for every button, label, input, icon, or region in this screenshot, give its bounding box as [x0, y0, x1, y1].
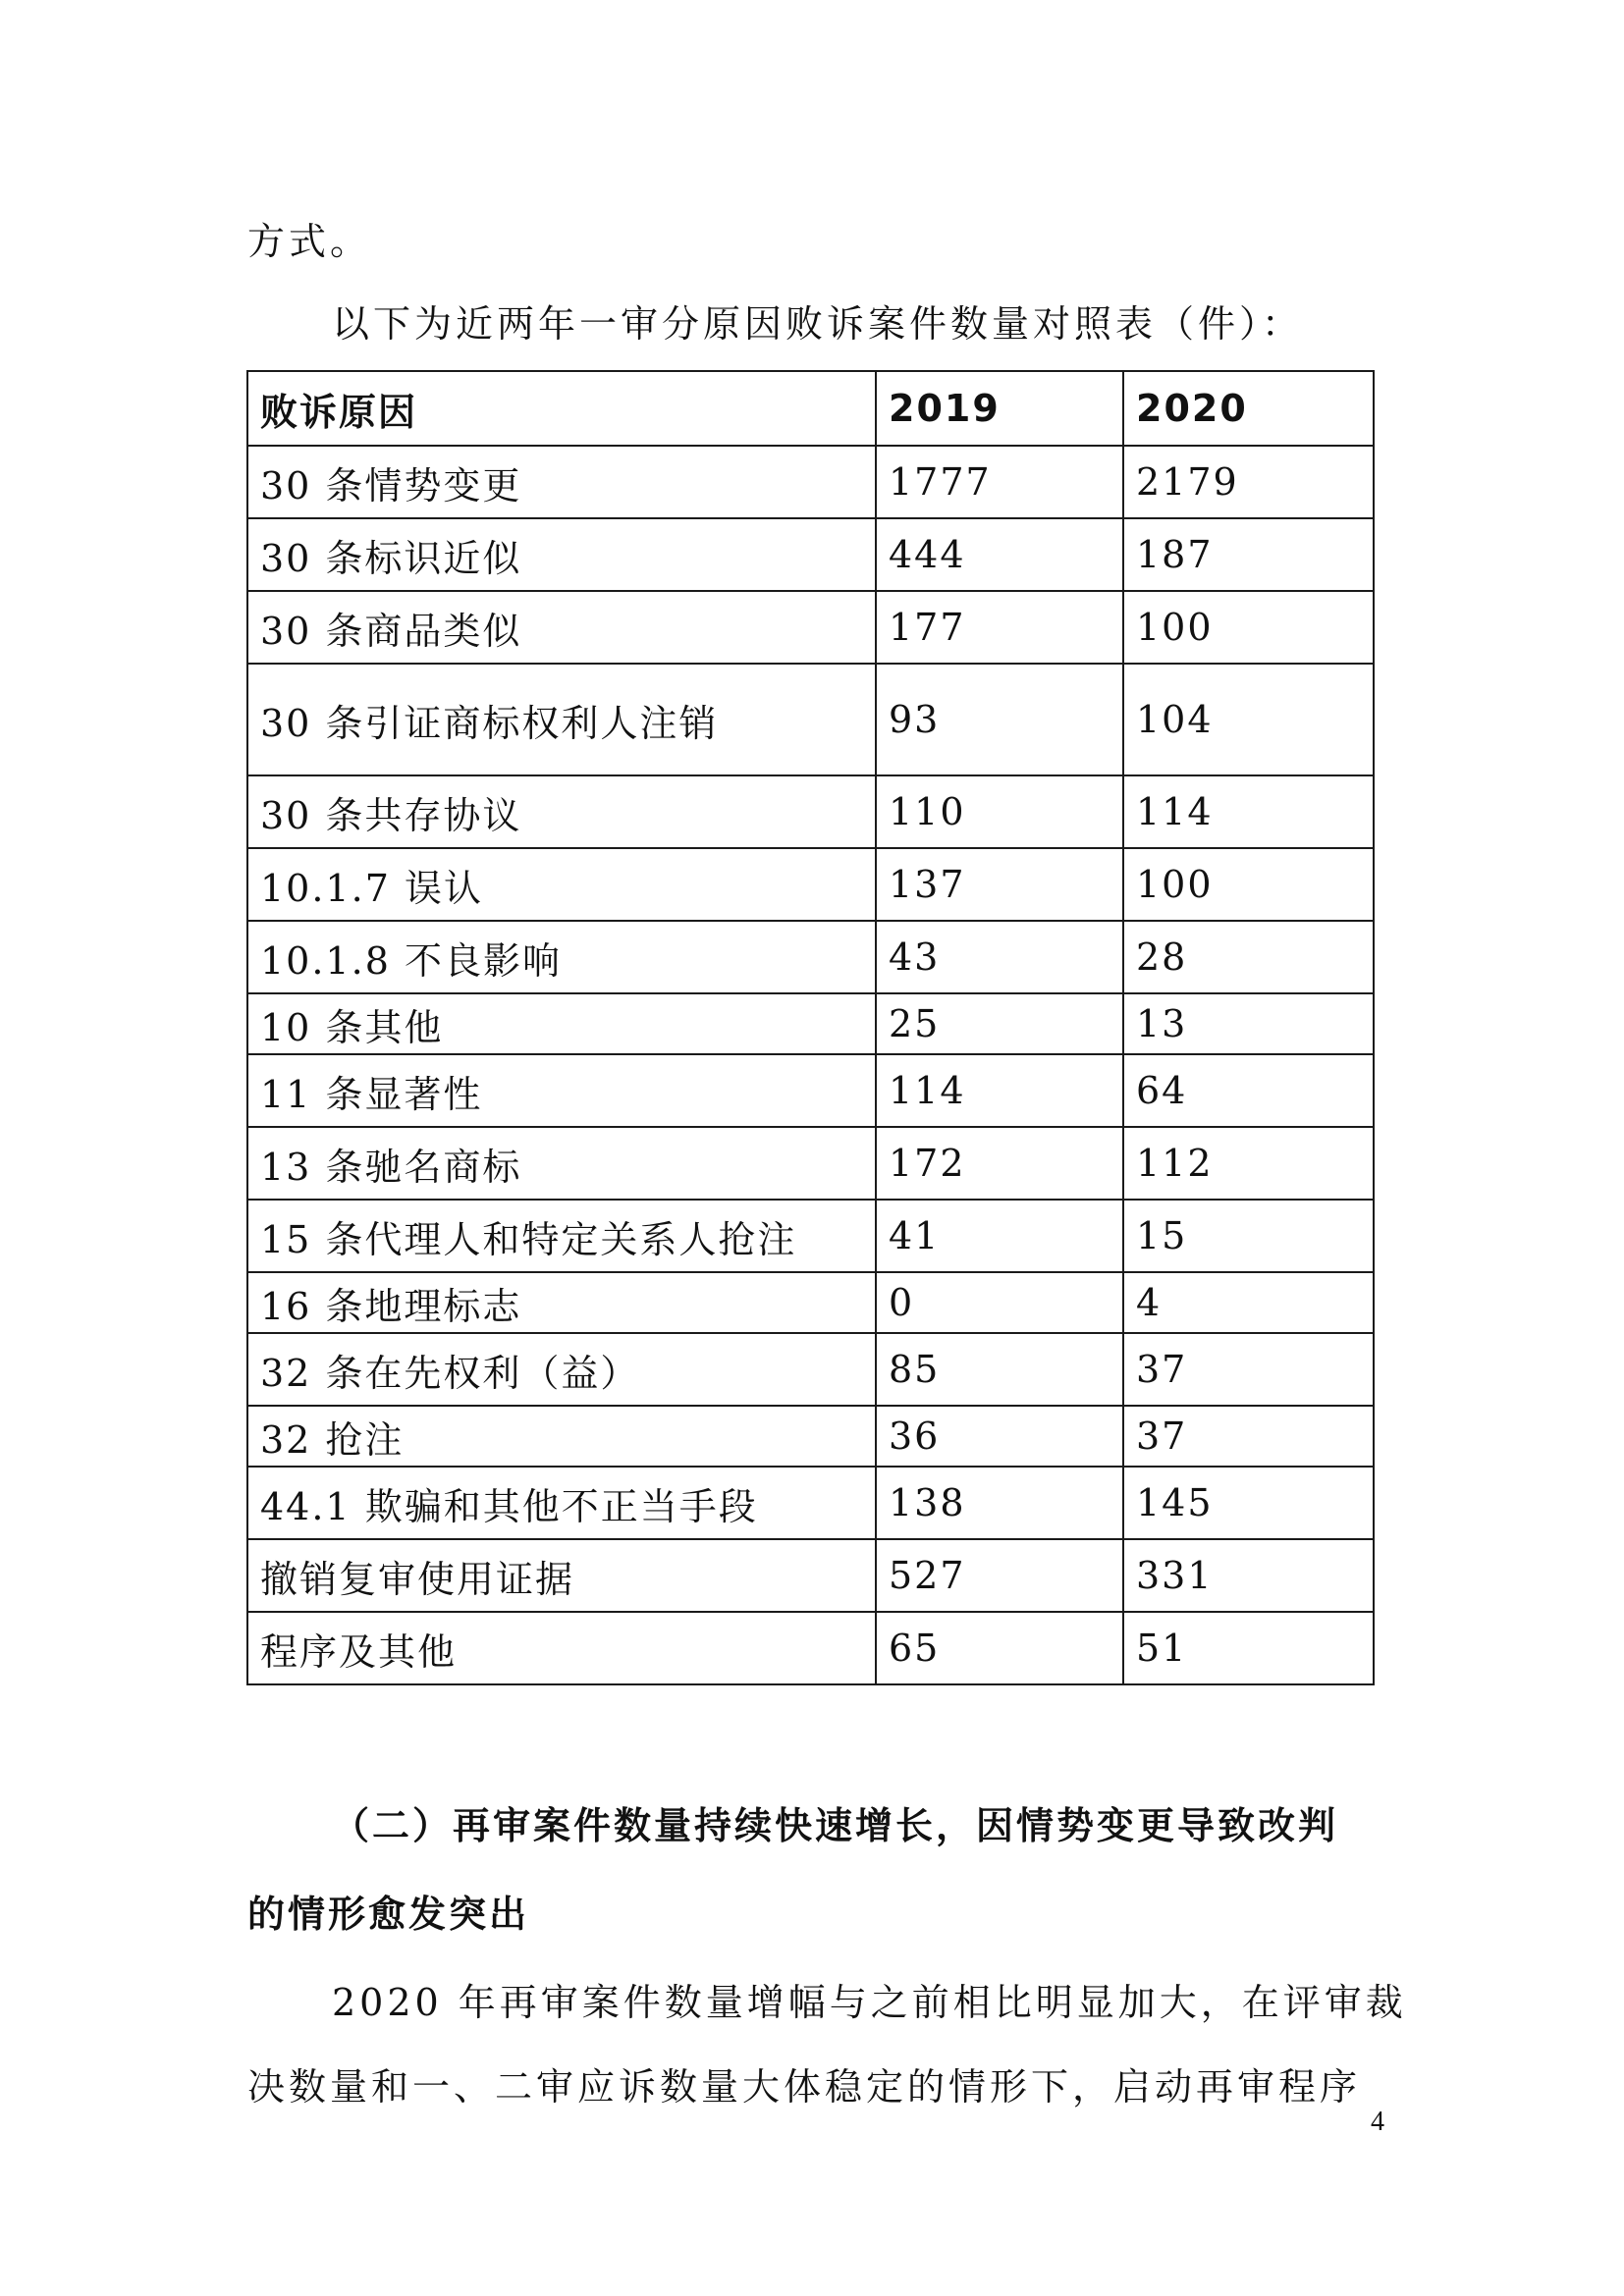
- table-row: [247, 1333, 1374, 1406]
- cell-2019: 65: [876, 1612, 1123, 1684]
- cell-2020: 64: [1123, 1054, 1374, 1127]
- table-row: [247, 1200, 1374, 1272]
- table-row: [247, 591, 1374, 664]
- table-row: [247, 1612, 1374, 1684]
- cell-2019: 36: [876, 1406, 1123, 1467]
- cell-2020: 145: [1123, 1467, 1374, 1539]
- table-row: [247, 848, 1374, 921]
- cell-reason: 15 条代理人和特定关系人抢注: [247, 1200, 876, 1272]
- loss-reason-table: [246, 370, 1375, 1685]
- table-row: [247, 1054, 1374, 1127]
- table-row: [247, 518, 1374, 591]
- cell-2019: 93: [876, 664, 1123, 775]
- cell-2019: 1777: [876, 446, 1123, 518]
- cell-reason: 程序及其他: [247, 1612, 876, 1684]
- cell-2020: 100: [1123, 848, 1374, 921]
- cell-2019: 527: [876, 1539, 1123, 1612]
- continuation-text: 方式。: [247, 220, 372, 263]
- cell-reason: 13 条驰名商标: [247, 1127, 876, 1200]
- cell-2019: 172: [876, 1127, 1123, 1200]
- cell-2020: 331: [1123, 1539, 1374, 1612]
- table-row: [247, 446, 1374, 518]
- table-row: [247, 1127, 1374, 1200]
- header-reason: 败诉原因: [247, 371, 876, 446]
- table-row: [247, 664, 1374, 775]
- cell-reason: 32 抢注: [247, 1406, 876, 1467]
- table-row: [247, 993, 1374, 1054]
- table-intro-text: 以下为近两年一审分原因败诉案件数量对照表（件）：: [332, 302, 1304, 346]
- table-row: [247, 775, 1374, 848]
- section-heading-line-2: 的情形愈发突出: [247, 1893, 530, 1936]
- cell-reason: 撤销复审使用证据: [247, 1539, 876, 1612]
- cell-2020: 15: [1123, 1200, 1374, 1272]
- cell-reason: 11 条显著性: [247, 1054, 876, 1127]
- cell-2020: 114: [1123, 775, 1374, 848]
- cell-2019: 444: [876, 518, 1123, 591]
- cell-2019: 0: [876, 1272, 1123, 1333]
- cell-reason: 30 条标识近似: [247, 518, 876, 591]
- body-text-line-1: 2020 年再审案件数量增幅与之前相比明显加大，在评审裁: [332, 1981, 1407, 2024]
- cell-2020: 4: [1123, 1272, 1374, 1333]
- section-heading-line-1: （二）再审案件数量持续快速增长，因情势变更导致改判: [332, 1804, 1339, 1847]
- cell-reason: 30 条商品类似: [247, 591, 876, 664]
- cell-reason: 44.1 欺骗和其他不正当手段: [247, 1467, 876, 1539]
- cell-2019: 25: [876, 993, 1123, 1054]
- cell-2020: 104: [1123, 664, 1374, 775]
- cell-reason: 32 条在先权利（益）: [247, 1333, 876, 1406]
- cell-reason: 10 条其他: [247, 993, 876, 1054]
- cell-2020: 37: [1123, 1406, 1374, 1467]
- cell-2020: 28: [1123, 921, 1374, 993]
- cell-2019: 43: [876, 921, 1123, 993]
- cell-reason: 10.1.8 不良影响: [247, 921, 876, 993]
- cell-2020: 13: [1123, 993, 1374, 1054]
- cell-2020: 100: [1123, 591, 1374, 664]
- cell-2020: 51: [1123, 1612, 1374, 1684]
- cell-2019: 110: [876, 775, 1123, 848]
- cell-reason: 30 条情势变更: [247, 446, 876, 518]
- header-2019: 2019: [876, 371, 1123, 446]
- table-row: [247, 1406, 1374, 1467]
- table-row: [247, 921, 1374, 993]
- cell-2019: 41: [876, 1200, 1123, 1272]
- cell-2019: 85: [876, 1333, 1123, 1406]
- cell-2019: 138: [876, 1467, 1123, 1539]
- table-row: [247, 1539, 1374, 1612]
- cell-reason: 30 条共存协议: [247, 775, 876, 848]
- body-text-line-2: 决数量和一、二审应诉数量大体稳定的情形下，启动再审程序: [247, 2065, 1362, 2109]
- table-header-row: [247, 371, 1374, 446]
- cell-2020: 2179: [1123, 446, 1374, 518]
- page-number: 4: [1371, 2107, 1384, 2137]
- table-row: [247, 1272, 1374, 1333]
- header-2020: 2020: [1123, 371, 1374, 446]
- cell-2020: 112: [1123, 1127, 1374, 1200]
- cell-2020: 37: [1123, 1333, 1374, 1406]
- cell-reason: 16 条地理标志: [247, 1272, 876, 1333]
- cell-2019: 114: [876, 1054, 1123, 1127]
- cell-2020: 187: [1123, 518, 1374, 591]
- cell-reason: 10.1.7 误认: [247, 848, 876, 921]
- cell-2019: 177: [876, 591, 1123, 664]
- table-row: [247, 1467, 1374, 1539]
- cell-reason: 30 条引证商标权利人注销: [247, 664, 876, 775]
- cell-2019: 137: [876, 848, 1123, 921]
